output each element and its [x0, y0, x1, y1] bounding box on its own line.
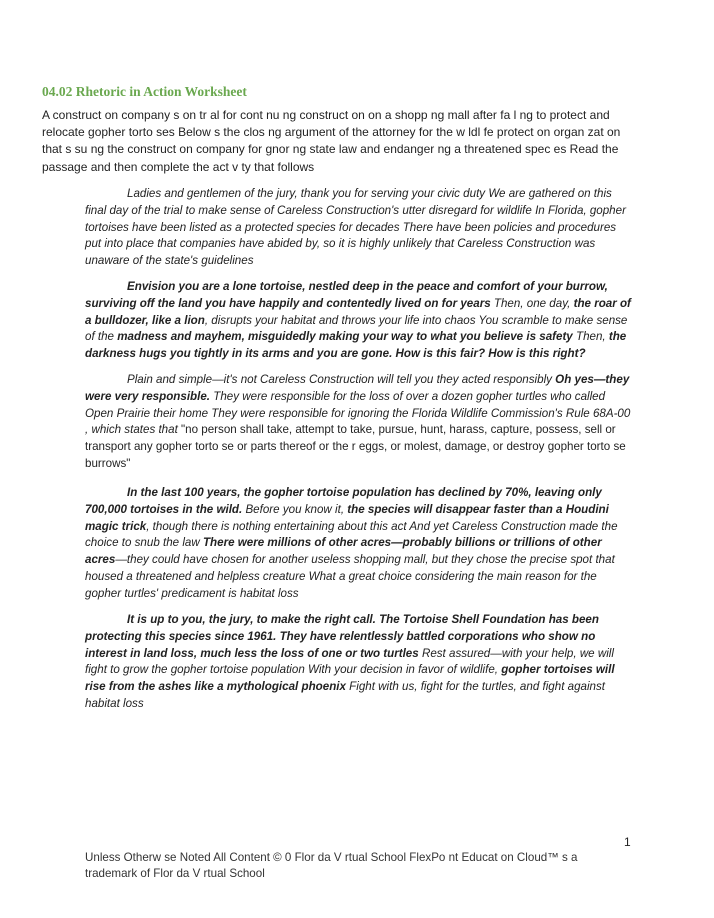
copyright-footer: Unless Otherw se Noted All Content © 0 Flor da V rtual School FlexPo nt Educat on Cloud™ s a trademark of Flor da V rtual School	[85, 851, 578, 880]
p2-text-2: , disrupts your habitat and throws your life into chaos You scramble to make sense of the	[85, 313, 628, 344]
p2-bold-3: madness and mayhem, misguidedly making your way to what you believe is safety	[117, 330, 573, 344]
p2-bold-2: the roar of a bulldozer, like a lion	[85, 296, 631, 327]
p3-rule-quote: "no person shall take, attempt to take, pursue, hunt, harass, capture, possess, sell or transport any gopher torto se or parts thereof or the r eggs, or molest, damage, or destroy gopher torto se burrows"	[85, 423, 626, 470]
argument-paragraph-1	[85, 186, 633, 270]
p5-text-1: Rest assured—with your help, we will fight to grow the gopher tortoise population With your decision in favor of wildlife,	[85, 646, 614, 677]
p5-text-2: Fight with us, fight for the turtles, and fight against habitat loss	[85, 680, 606, 710]
p2-text-1: Then, one day,	[490, 296, 574, 310]
argument-paragraph-5	[85, 612, 633, 713]
p2-bold-1: Envision you are a lone tortoise, nestled deep in the peace and comfort of your burrow, surviving off the land you have happily and contentedly lived on for years	[85, 280, 608, 310]
worksheet-title: 04.02 Rhetoric in Action Worksheet	[42, 84, 247, 99]
argument-paragraph-4	[85, 485, 633, 603]
intro-paragraph: A construct on company s on tr al for cont nu ng construct on on a shopp ng mall after fa l ng to protect and relocate gopher torto ses Below s the clos ng argument of the attorney for the w ldl fe protect on organ zat on that s su ng the construct on company for gnor ng state law and endanger ng a threatened spec es Read the passage and then complete the act v ty that follows	[42, 108, 621, 174]
p3-bold-1: Oh yes—they were very responsible.	[85, 373, 630, 403]
p2-bold-4: the darkness hugs you tightly in its arms and you are gone. How is this fair? How is this right?	[85, 330, 627, 361]
p5-bold-1: It is up to you, the jury, to make the right call. The Tortoise Shell Foundation has been protecting this species since 1961. They have relentlessly battled corporations who show no interest in land loss, much less the loss of one or two turtles	[85, 613, 599, 660]
p3-text-2: They were responsible for the loss of over a dozen gopher turtles who called Open Prairie their home They were responsible for ignoring the Florida Wildlife Commission's Rule 68A-00 , which states that	[85, 389, 631, 437]
argument-paragraph-3	[85, 372, 633, 473]
p3-text-1: Plain and simple—it's not Careless Construction will tell you they acted responsibly	[127, 373, 556, 386]
p4-bold-2: the species will disappear faster than a Houdini magic trick	[85, 502, 609, 533]
page-number: 1	[624, 835, 631, 849]
p1-text: Ladies and gentlemen of the jury, thank you for serving your civic duty We are gathered on this final day of the trial to make sense of Careless Construction's utter disregard for wildlife In Florida, gopher tortoises have been listed as a protected species for decades There have been policies and procedures put into place that companies have abided by, so it is highly unlikely that Careless Construction was unaware of the state's guidelines	[85, 187, 626, 268]
p4-bold-1: In the last 100 years, the gopher tortoise population has declined by 70%, leaving only 700,000 tortoises in the wild.	[85, 486, 602, 516]
p2-text-3: Then,	[572, 330, 609, 344]
p5-bold-2: gopher tortoises will rise from the ashes like a mythological phoenix	[85, 663, 615, 694]
p4-text-2: , though there is nothing entertaining about this act And yet Careless Construction made the choice to snub the law	[85, 519, 618, 550]
argument-paragraph-2	[85, 279, 633, 363]
p4-text-3: —they could have chosen for another useless shopping mall, but they chose the precise spot that housed a threatened and helpless creature What a great choice considering the main reason for the gopher turtles' predicament is habitat loss	[85, 553, 615, 600]
p4-text-1: Before you know it,	[242, 502, 348, 516]
p4-bold-3: There were millions of other acres—probably billions or trillions of other acres	[85, 536, 602, 567]
